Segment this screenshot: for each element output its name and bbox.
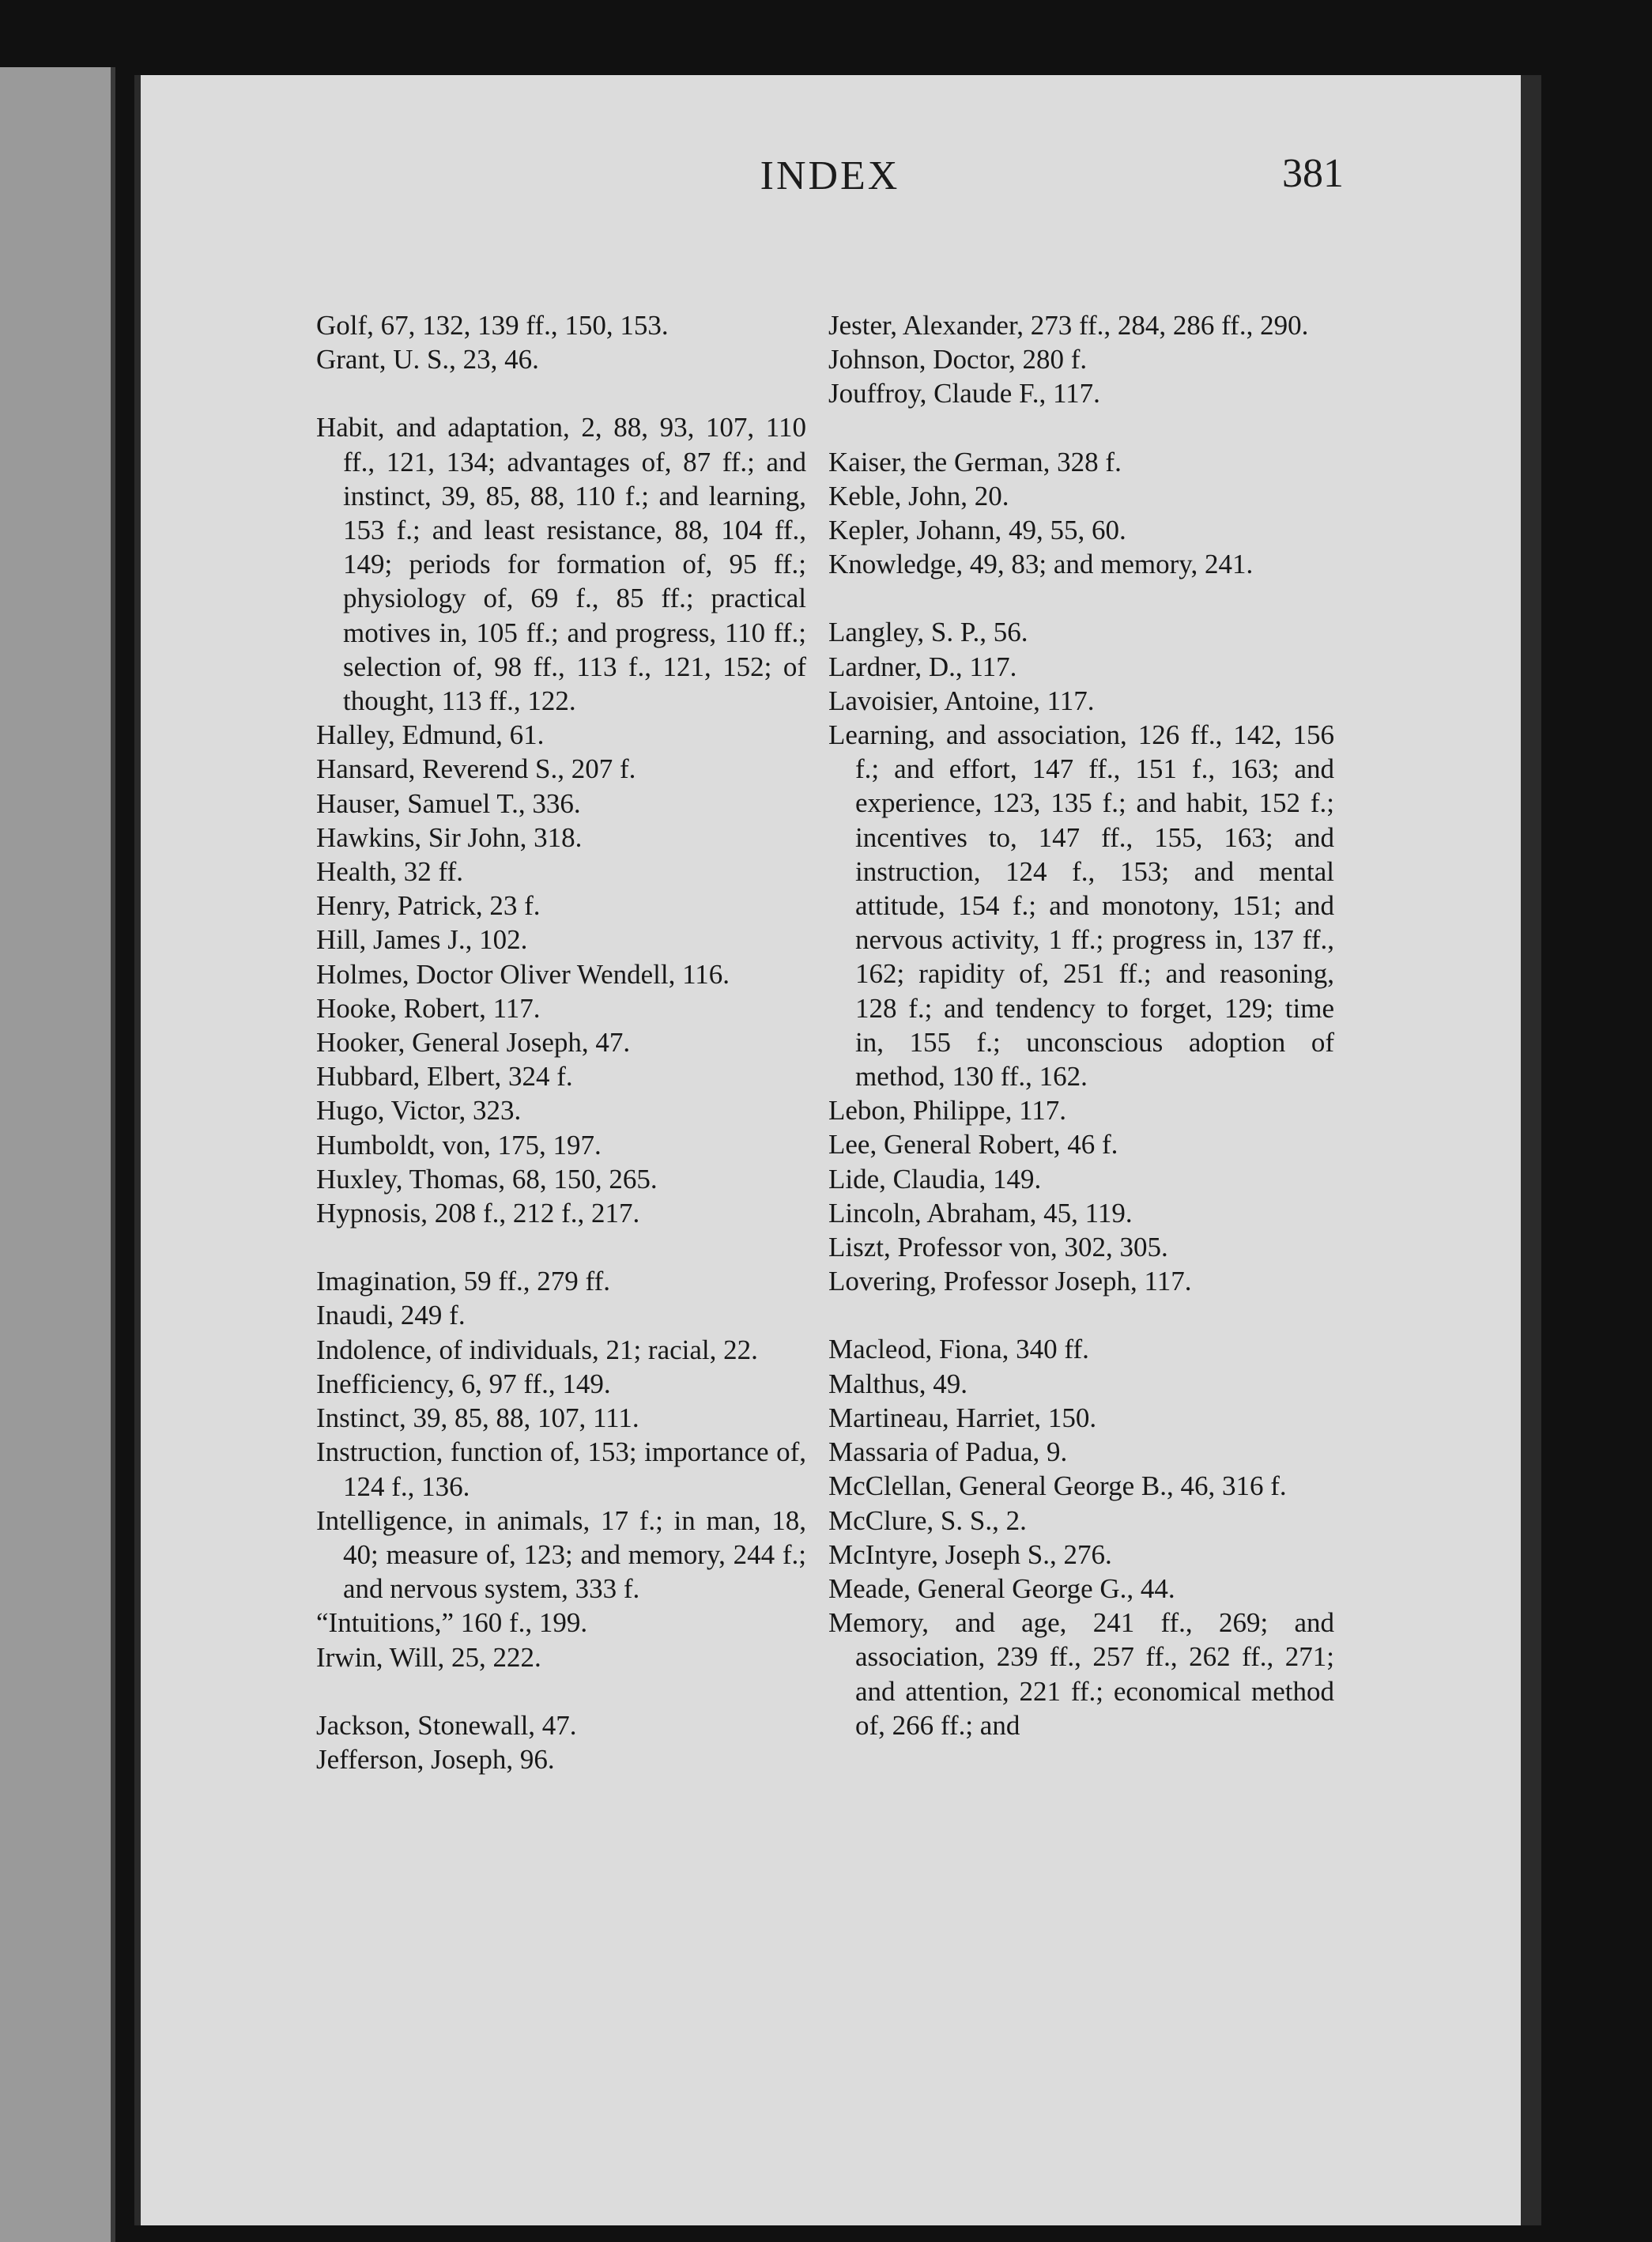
page-header-title: INDEX [760, 153, 900, 198]
index-entry: Keble, John, 20. [828, 480, 1009, 511]
index-entry: Lavoisier, Antoine, 117. [828, 685, 1095, 716]
index-entry: Humboldt, von, 175, 197. [316, 1129, 602, 1161]
index-entry: Intelligence, in animals, 17 f.; in man, 18, 40; measure of, 123; and memory, 244 f.; and nervous system, 333 f. [316, 1504, 806, 1605]
index-entry: Health, 32 ff. [316, 856, 463, 888]
facing-page-edge [0, 67, 115, 2242]
entry-gap [316, 376, 806, 410]
index-entry: Instinct, 39, 85, 88, 107, 111. [316, 1402, 639, 1434]
index-entry: Lide, Claudia, 149. [828, 1163, 1042, 1195]
index-entry: Hill, James J., 102. [316, 924, 528, 956]
index-entry: Hypnosis, 208 f., 212 f., 217. [316, 1198, 640, 1229]
index-entry: Liszt, Professor von, 302, 305. [828, 1232, 1168, 1263]
index-entry: Habit, and adaptation, 2, 88, 93, 107, 110 ff., 121, 134; advantages of, 87 ff.; and instinct, 39, 85, 88, 110 f.; and learning, 153 f.; and least resistance, 88, 104 ff., 149; periods for formation of, 95 ff.; physiology of, 69 f., 85 ff.; practical motives in, 105 ff.; and progress, 110 ff.; selection of, 98 ff., 113 f., 121, 152; of thought, 113 ff., 122. [316, 412, 806, 717]
index-entry: Jouffroy, Claude F., 117. [828, 378, 1100, 410]
index-entry: McIntyre, Joseph S., 276. [828, 1538, 1112, 1570]
entry-gap [828, 411, 1334, 445]
index-entry: Jester, Alexander, 273 ff., 284, 286 ff., 290. [828, 310, 1309, 341]
index-entry: Lincoln, Abraham, 45, 119. [828, 1197, 1133, 1229]
index-entry: Johnson, Doctor, 280 f. [828, 344, 1088, 376]
index-entry: Langley, S. P., 56. [828, 617, 1028, 648]
index-entry: Henry, Patrick, 23 f. [316, 890, 541, 922]
index-entry: Learning, and association, 126 ff., 142, 156 f.; and effort, 147 ff., 151 f., 163; and experience, 123, 135 f.; and habit, 152 f.; incentives to, 147 ff., 155, 163; and instruction, 124 f., 153; and mental attitude, 154 f.; and monotony, 151; and nervous activity, 1 ff.; progress in, 137 ff., 162; rapidity of, 251 ff.; and reasoning, 128 f.; and tendency to forget, 129; time in, 155 f.; unconscious adoption of method, 130 ff., 162. [828, 719, 1334, 1093]
page-number: 381 [1282, 151, 1344, 196]
index-entry: Imagination, 59 ff., 279 ff. [316, 1266, 610, 1297]
index-entry: Inefficiency, 6, 97 ff., 149. [316, 1368, 611, 1399]
index-entry: Malthus, 49. [828, 1368, 967, 1399]
index-entry: Inaudi, 249 f. [316, 1300, 466, 1331]
index-entry: Huxley, Thomas, 68, 150, 265. [316, 1163, 658, 1195]
index-entry: Lee, General Robert, 46 f. [828, 1129, 1118, 1161]
index-entry: Lebon, Philippe, 117. [828, 1095, 1067, 1127]
index-entry: “Intuitions,” 160 f., 199. [316, 1607, 588, 1639]
index-column-right [828, 308, 1334, 1742]
index-entry: Memory, and age, 241 ff., 269; and association, 239 ff., 257 ff., 262 ff., 271; and attention, 221 ff.; economical method of, 266 ff.; and [828, 1607, 1334, 1741]
index-entry: Lovering, Professor Joseph, 117. [828, 1266, 1192, 1297]
index-entry: Martineau, Harriet, 150. [828, 1402, 1097, 1433]
index-entry: Grant, U. S., 23, 46. [316, 344, 539, 376]
index-entry: Jackson, Stonewall, 47. [316, 1709, 577, 1741]
index-entry: Hawkins, Sir John, 318. [316, 821, 583, 853]
index-entry: McClure, S. S., 2. [828, 1504, 1027, 1536]
index-entry: Golf, 67, 132, 139 ff., 150, 153. [316, 310, 669, 341]
index-entry: Jefferson, Joseph, 96. [316, 1743, 555, 1775]
index-entry: Macleod, Fiona, 340 ff. [828, 1334, 1089, 1365]
index-entry: Meade, General George G., 44. [828, 1572, 1175, 1604]
entry-gap [828, 1298, 1334, 1332]
index-entry: Irwin, Will, 25, 222. [316, 1641, 541, 1673]
entry-gap [316, 1674, 806, 1708]
index-entry: Knowledge, 49, 83; and memory, 241. [828, 549, 1254, 580]
index-entry: Kaiser, the German, 328 f. [828, 446, 1122, 477]
index-entry: Indolence, of individuals, 21; racial, 22. [316, 1334, 758, 1365]
index-entry: Lardner, D., 117. [828, 651, 1017, 682]
entry-gap [316, 1230, 806, 1264]
index-entry: Hugo, Victor, 323. [316, 1095, 522, 1127]
index-entry: Halley, Edmund, 61. [316, 719, 545, 751]
index-entry: Hubbard, Elbert, 324 f. [316, 1061, 573, 1093]
index-entry: McClellan, General George B., 46, 316 f. [828, 1470, 1287, 1502]
index-entry: Hooke, Robert, 117. [316, 992, 541, 1024]
index-entry: Hansard, Reverend S., 207 f. [316, 753, 636, 785]
entry-gap [828, 581, 1334, 615]
index-column-left [316, 308, 806, 1776]
index-entry: Hooker, General Joseph, 47. [316, 1027, 631, 1059]
index-entry: Kepler, Johann, 49, 55, 60. [828, 515, 1126, 546]
index-entry: Massaria of Padua, 9. [828, 1436, 1068, 1468]
index-entry: Instruction, function of, 153; importance of, 124 f., 136. [316, 1436, 806, 1502]
index-entry: Hauser, Samuel T., 336. [316, 787, 581, 819]
index-entry: Holmes, Doctor Oliver Wendell, 116. [316, 958, 730, 990]
